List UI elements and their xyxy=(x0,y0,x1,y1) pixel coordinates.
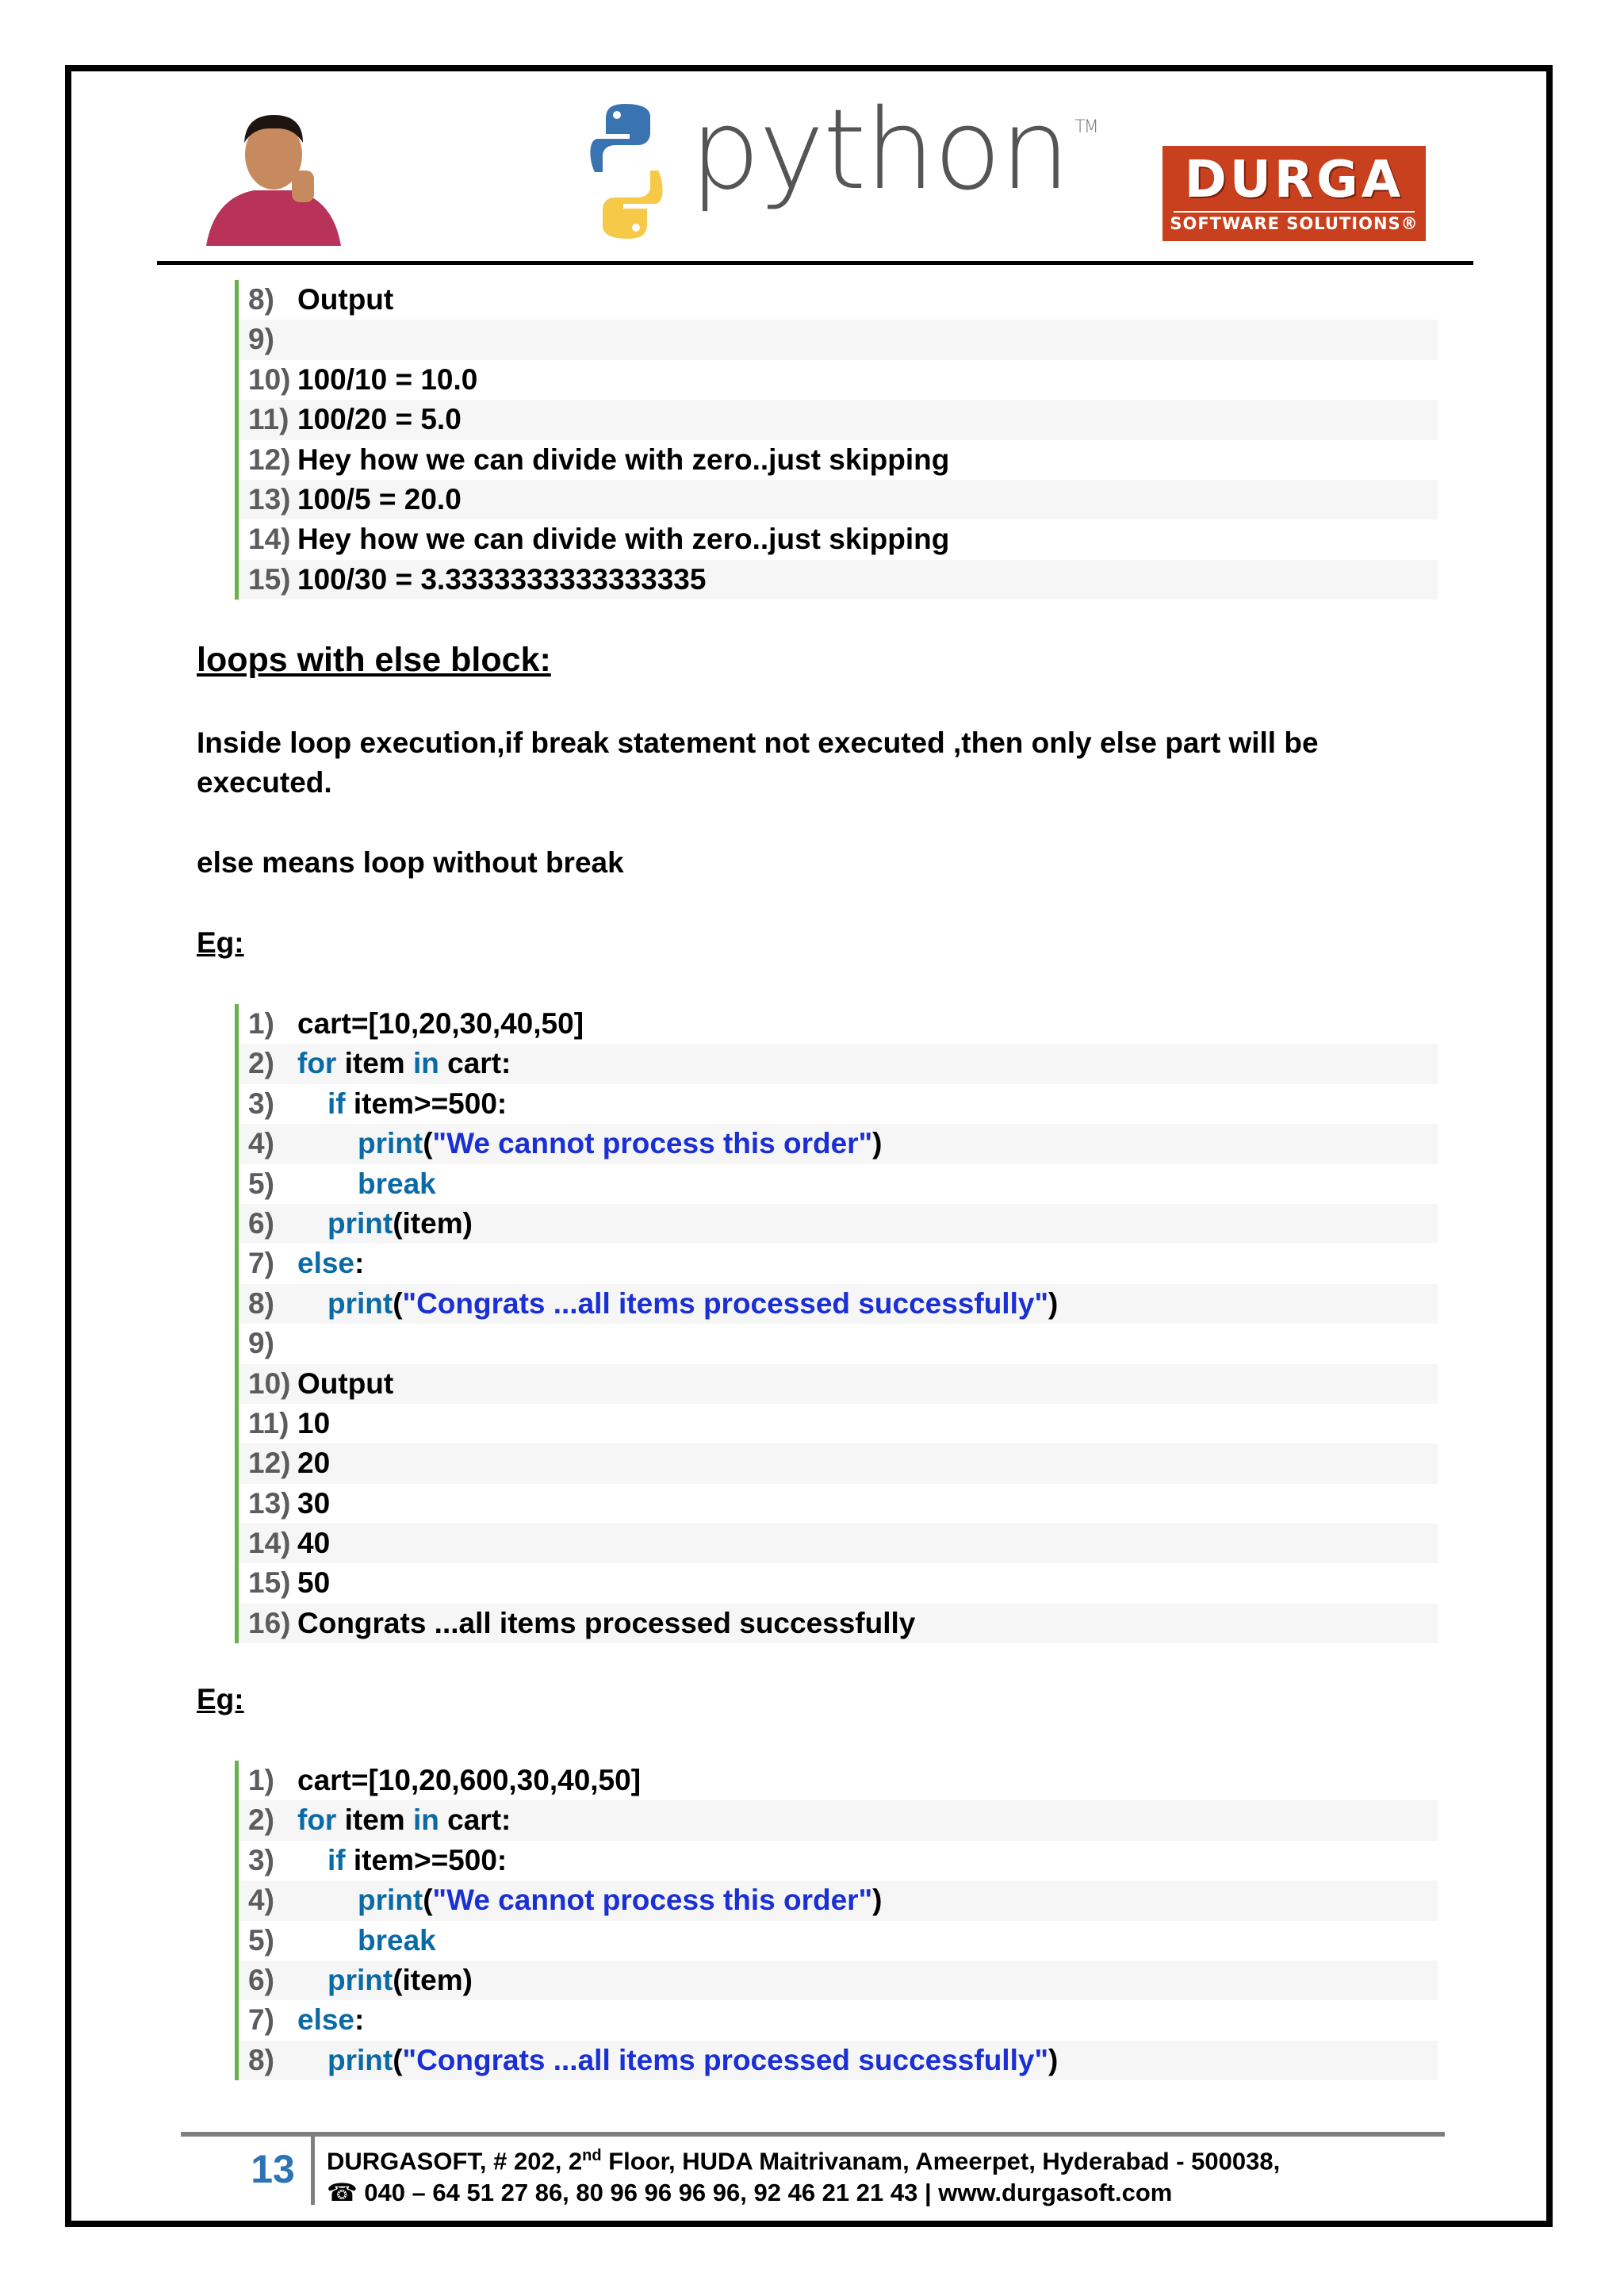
code-line: 1) cart=[10,20,600,30,40,50] xyxy=(248,1764,642,1796)
code-line: 7) else: xyxy=(248,2003,365,2037)
trademark-mark: TM xyxy=(1074,117,1097,137)
code-line: 4) print("We cannot process this order") xyxy=(239,1880,1438,1920)
instructor-photo xyxy=(198,95,349,246)
code-line: 12) 20 xyxy=(239,1443,1438,1483)
footer-vertical-bar xyxy=(311,2137,315,2205)
durga-logo-divider xyxy=(1174,211,1415,213)
code-line: 14) Hey how we can divide with zero..just skipping xyxy=(248,523,950,556)
code-line: 5) break xyxy=(248,1167,436,1200)
code-line: 13) 100/5 = 20.0 xyxy=(239,480,1438,519)
durga-logo-name: DURGA xyxy=(1184,151,1404,209)
code-line: 5) break xyxy=(248,1923,436,1957)
code-line: 11) 100/20 = 5.0 xyxy=(239,400,1438,439)
footer-contact-line: ☎ 040 – 64 51 27 86, 80 96 96 96 96, 92 46 21 21 43 | www.durgasoft.com xyxy=(327,2179,1173,2207)
paragraph-else-meaning: else means loop without break xyxy=(197,846,624,879)
durga-logo-subtitle: SOFTWARE SOLUTIONS® xyxy=(1170,214,1419,233)
python-wordmark-text: python xyxy=(690,86,1069,215)
code-block-example-2 xyxy=(235,1761,1438,2080)
page-number: 13 xyxy=(251,2147,295,2191)
section-heading: loops with else block: xyxy=(197,641,551,679)
code-line: 13) 30 xyxy=(248,1486,331,1520)
code-line: 16) Congrats ...all items processed successfully xyxy=(239,1604,1438,1643)
code-line: 15) 50 xyxy=(248,1566,331,1600)
durga-logo xyxy=(1162,146,1426,241)
code-block-output-continued xyxy=(235,280,1438,600)
code-line: 6) print(item) xyxy=(239,1961,1438,2000)
code-line: 2) for item in cart: xyxy=(239,1044,1438,1083)
code-line: 12) Hey how we can divide with zero..just skipping xyxy=(248,443,950,476)
paragraph-break-rule: Inside loop execution,if break statement not executed ,then only else part will be executed. xyxy=(197,726,1319,799)
code-line: 8) print("Congrats ...all items processed successfully") xyxy=(239,2041,1438,2080)
code-line: 9) xyxy=(239,320,1438,359)
python-wordmark xyxy=(690,86,1097,215)
footer-address xyxy=(327,2140,1280,2209)
code-line: 4) print("We cannot process this order") xyxy=(239,1124,1438,1163)
code-line: 8) Output xyxy=(248,283,394,316)
code-line: 3) if item>=500: xyxy=(248,1087,508,1120)
code-line: 7) else: xyxy=(248,1247,365,1280)
code-line: 3) if item>=500: xyxy=(248,1843,508,1876)
footer-divider xyxy=(181,2132,1445,2137)
example-label-1: Eg: xyxy=(197,926,244,959)
code-line: 2) for item in cart: xyxy=(239,1800,1438,1840)
code-line: 1) cart=[10,20,30,40,50] xyxy=(248,1007,584,1040)
code-line: 6) print(item) xyxy=(239,1204,1438,1244)
code-line: 14) 40 xyxy=(239,1524,1438,1563)
code-line: 10) 100/10 = 10.0 xyxy=(248,362,478,396)
code-line: 10) Output xyxy=(239,1364,1438,1404)
code-line: 15) 100/30 = 3.3333333333333335 xyxy=(239,560,1438,600)
code-block-example-1 xyxy=(235,1004,1438,1643)
code-line: 8) print("Congrats ...all items processed successfully") xyxy=(239,1284,1438,1324)
code-line: 11) 10 xyxy=(248,1406,331,1439)
example-label-2: Eg: xyxy=(197,1683,244,1715)
header-divider xyxy=(157,261,1473,265)
footer-address-line1: DURGASOFT, # 202, 2nd Floor, HUDA Maitrivanam, Ameerpet, Hyderabad - 500038, xyxy=(327,2147,1281,2175)
code-line: 9) xyxy=(248,1327,274,1360)
